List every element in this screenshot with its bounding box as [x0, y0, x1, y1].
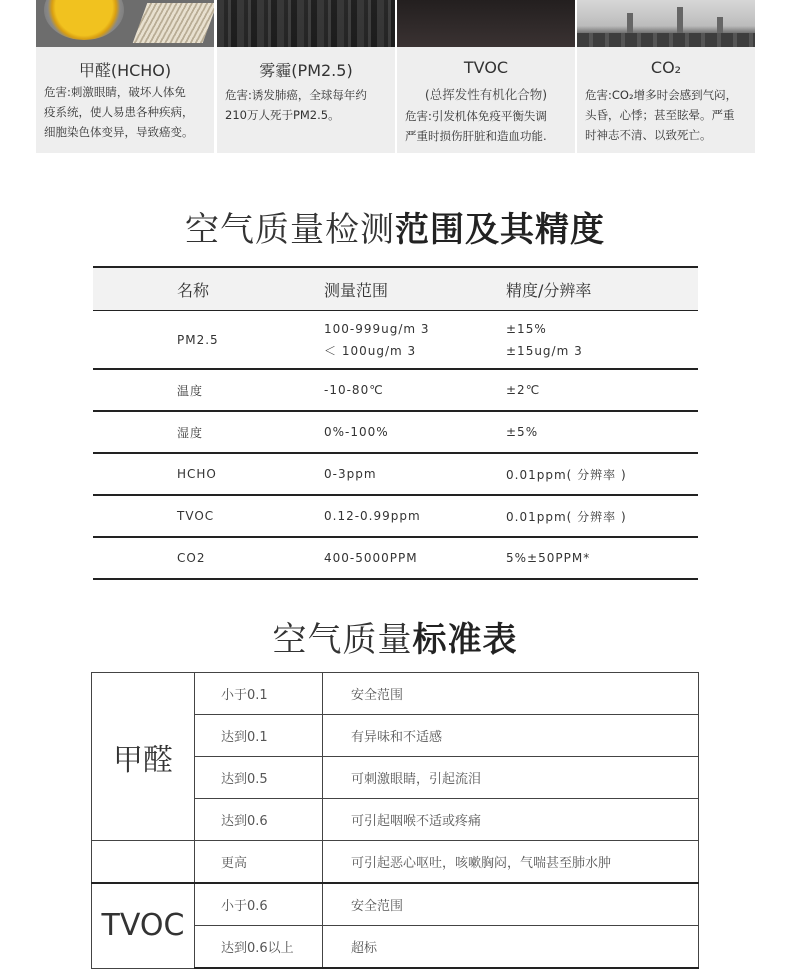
card-subtitle: (总挥发性有机化合物) — [424, 87, 548, 102]
tvoc-photo — [397, 0, 575, 47]
factory-photo — [577, 0, 755, 47]
card-tvoc — [397, 0, 575, 153]
table-row: CO2 400-5000PPM 5%±50PPM* — [93, 537, 698, 579]
range-section-title: 空气质量检测范围及其精度 — [185, 210, 605, 250]
card-title: 甲醛(HCHO) — [78, 61, 172, 80]
card-desc: 危害:CO₂增多时会感到气闷， 头昏，心悸；甚至眩晕。严重 时神志不清、以致死亡。 — [585, 88, 738, 142]
range-table — [93, 266, 698, 580]
group-tvoc: TVOC — [92, 883, 195, 968]
card-title: CO₂ — [650, 58, 682, 77]
card-pm25 — [217, 0, 395, 153]
header-range: 测量范围 — [323, 267, 505, 311]
table-row: 湿度 0%-100% ±5% — [93, 411, 698, 453]
card-hcho — [36, 0, 214, 153]
table-header — [93, 267, 698, 311]
card-title: TVOC — [463, 58, 509, 77]
table-row: TVOC 0.12-0.99ppm 0.01ppm( 分辨率 ) — [93, 495, 698, 537]
card-title: 雾霾(PM2.5) — [259, 61, 353, 80]
group-empty — [92, 841, 195, 884]
header-name: 名称 — [93, 267, 323, 311]
table-row: 达到0.6 可引起咽喉不适或疼痛 — [92, 799, 699, 841]
header-precision: 精度/分辨率 — [505, 267, 698, 311]
card-desc: 危害:刺激眼睛，破坏人体免 疫系统，使人易患各种疾病， 细胞染色体变异，导致癌变。 — [44, 85, 194, 139]
table-row: 温度 -10-80℃ ±2℃ — [93, 369, 698, 411]
table-row: 达到0.1 有异味和不适感 — [92, 715, 699, 757]
pollutant-cards — [36, 0, 754, 153]
table-row: HCHO 0-3ppm 0.01ppm( 分辨率 ) — [93, 453, 698, 495]
standard-section-title: 空气质量标准表 — [272, 620, 518, 660]
hcho-photo — [36, 0, 214, 47]
table-row: TVOC 小于0.6 安全范围 — [92, 883, 699, 926]
smog-photo — [217, 0, 395, 47]
group-hcho: 甲醛 — [92, 673, 195, 841]
table-row: 达到0.6以上 超标 — [92, 926, 699, 969]
standard-table — [91, 672, 699, 969]
table-row: 更高 可引起恶心呕吐，咳嗽胸闷，气喘甚至肺水肿 — [92, 841, 699, 884]
table-row: 甲醛 小于0.1 安全范围 — [92, 673, 699, 715]
table-row: PM2.5 100-999ug/m 3 ＜ 100ug/m 3 ±15% ±15ug/m 3 — [93, 311, 698, 370]
table-row: 达到0.5 可刺激眼睛，引起流泪 — [92, 757, 699, 799]
card-desc: 危害:诱发肺癌，全球每年约 210万人死于PM2.5。 — [225, 88, 367, 122]
card-co2 — [577, 0, 755, 153]
card-desc: 危害:引发机体免疫平衡失调 严重时损伤肝脏和造血功能. — [405, 109, 547, 143]
